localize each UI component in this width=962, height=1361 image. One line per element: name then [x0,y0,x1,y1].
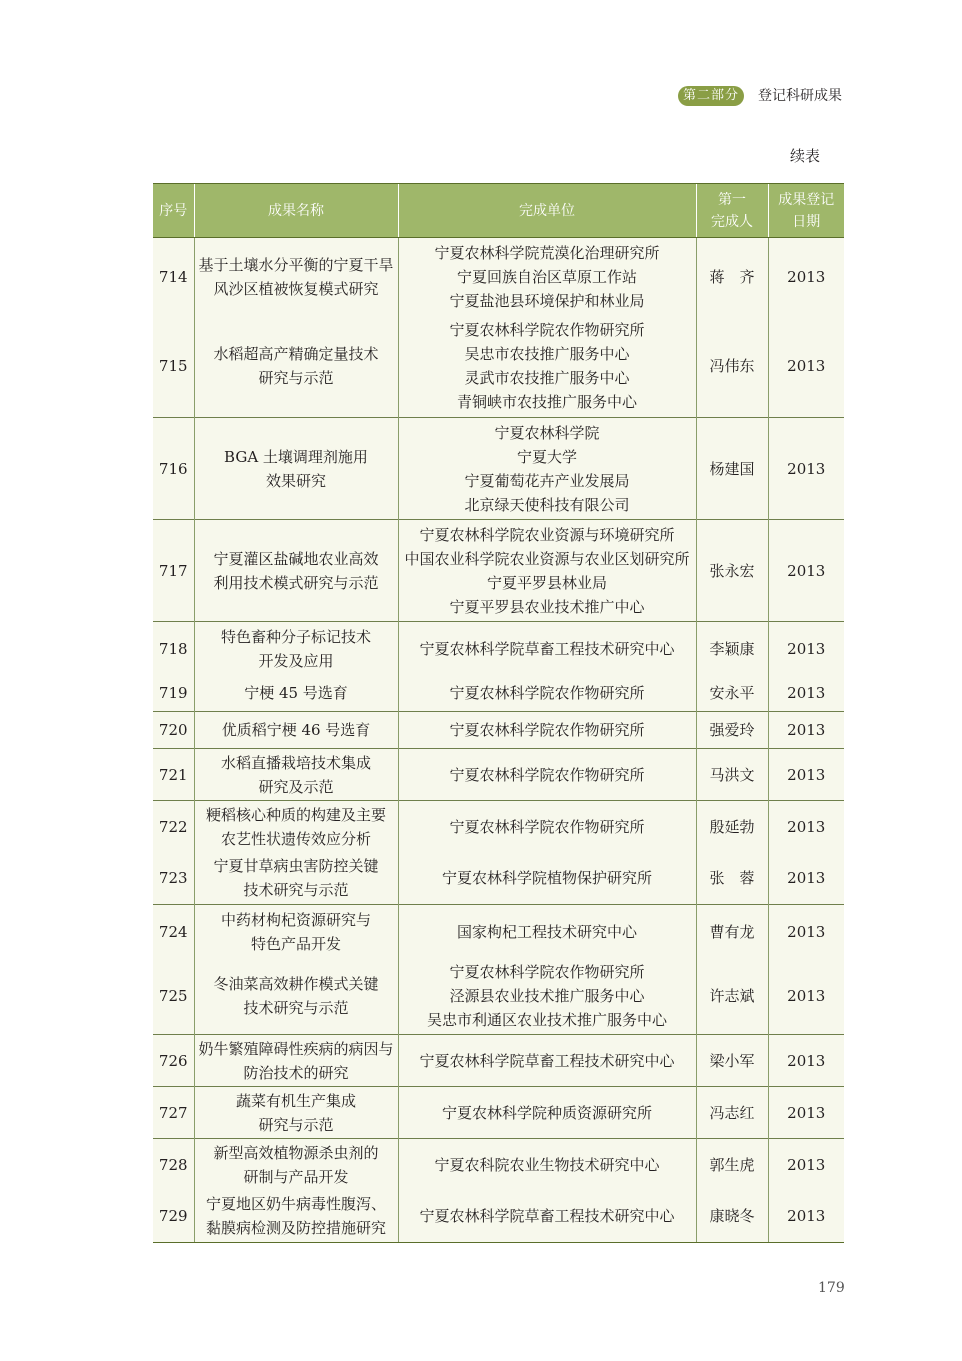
cell-units-line: 宁夏葡萄花卉产业发展局 [464,471,630,490]
cell-name [194,959,398,1035]
cell-units-line: 宁夏农林科学院种质资源研究所 [441,1103,652,1122]
cell-units [398,1087,696,1139]
cell-no: 718 [153,622,194,676]
cell-no: 717 [153,520,194,622]
cell-date: 2013 [768,853,844,905]
table-row [153,712,844,749]
cell-name-line: 风沙区植被恢复模式研究 [213,279,379,298]
results-table [153,183,844,1243]
cell-units [398,749,696,801]
table-row [153,622,844,676]
cell-units-line: 宁夏大学 [516,447,577,466]
cell-no: 714 [153,238,194,316]
cell-name [194,1035,398,1087]
cell-name-line: 农艺性状遗传效应分析 [220,829,371,848]
table-row [153,676,844,712]
cell-name-line: 宁梗 45 号选育 [244,684,348,703]
table-row [153,1139,844,1191]
cell-no: 725 [153,959,194,1035]
header-units: 完成单位 [398,184,696,238]
cell-units-line: 吴忠市农技推广服务中心 [464,345,630,364]
cell-units-line: 宁夏农林科学院农业资源与环境研究所 [419,525,675,544]
cell-no: 724 [153,905,194,959]
cell-name-line: 奶牛繁殖障碍性疾病的病因与 [198,1039,394,1058]
cell-date: 2013 [768,905,844,959]
cell-units-line: 宁夏农林科学院农作物研究所 [449,765,645,784]
header-no: 序号 [153,184,194,238]
cell-name [194,749,398,801]
cell-date: 2013 [768,1191,844,1243]
cell-units-line: 宁夏回族自治区草原工作站 [456,267,637,286]
cell-name-line: 效果研究 [265,471,326,490]
cell-units [398,905,696,959]
cell-name [194,801,398,853]
cell-person: 强爱玲 [696,712,768,749]
section-title: 登记科研成果 [758,88,842,104]
cell-person: 殷延勃 [696,801,768,853]
table-row [153,238,844,316]
cell-name-line: 粳稻核心种质的构建及主要 [205,805,386,824]
cell-date: 2013 [768,676,844,712]
cell-name [194,853,398,905]
cell-units [398,959,696,1035]
cell-units [398,520,696,622]
page-number: 179 [818,1280,845,1296]
cell-units-line: 宁夏平罗县农业技术推广中心 [449,597,645,616]
cell-name-line: 技术研究与示范 [243,999,349,1018]
cell-date: 2013 [768,316,844,418]
cell-units-line: 宁夏农林科学院草畜工程技术研究中心 [419,639,675,658]
cell-name [194,1087,398,1139]
section-badge: 第二部分 [678,86,744,106]
cell-no: 719 [153,676,194,712]
cell-name-line: 宁夏甘草病虫害防控关键 [213,857,379,876]
cell-units [398,316,696,418]
cell-date: 2013 [768,749,844,801]
cell-date: 2013 [768,238,844,316]
cell-name-line: 宁夏地区奶牛病毒性腹泻、 [205,1195,386,1214]
cell-no: 726 [153,1035,194,1087]
cell-name-line: 技术研究与示范 [243,881,349,900]
cell-name-line: 新型高效植物源杀虫剂的 [213,1143,379,1162]
cell-name-line: 水稻超高产精确定量技术 [213,345,379,364]
table-row [153,749,844,801]
cell-units-line: 青铜峡市农技推广服务中心 [456,393,637,412]
cell-person: 安永平 [696,676,768,712]
cell-person: 蒋 齐 [696,238,768,316]
cell-date: 2013 [768,1035,844,1087]
cell-no: 728 [153,1139,194,1191]
table-header-row [153,184,844,238]
cell-units [398,1139,696,1191]
cell-date: 2013 [768,520,844,622]
cell-name-line: 研制与产品开发 [243,1167,349,1186]
cell-date: 2013 [768,959,844,1035]
cell-name-line: 宁夏灌区盐碱地农业高效 [213,549,379,568]
cell-date: 2013 [768,622,844,676]
cell-units-line: 宁夏农科院农业生物技术研究中心 [434,1155,660,1174]
cell-name-line: 基于土壤水分平衡的宁夏干旱 [198,255,394,274]
cell-name-line: 水稻直播栽培技术集成 [220,753,371,772]
cell-units-line: 宁夏农林科学院农作物研究所 [449,321,645,340]
cell-person: 张永宏 [696,520,768,622]
table-row [153,520,844,622]
table-row [153,1035,844,1087]
cell-no: 716 [153,418,194,520]
cell-units [398,712,696,749]
cell-person: 张 蓉 [696,853,768,905]
table-row [153,905,844,959]
continued-label: 续表 [790,147,821,165]
cell-units-line: 宁夏农林科学院草畜工程技术研究中心 [419,1207,675,1226]
cell-name [194,238,398,316]
table-row [153,801,844,853]
cell-units-line: 中国农业科学院农业资源与农业区划研究所 [404,549,690,568]
cell-name [194,676,398,712]
table-row [153,853,844,905]
cell-units [398,418,696,520]
cell-name-line: 研究与示范 [258,369,334,388]
cell-no: 723 [153,853,194,905]
page-header [672,84,872,108]
cell-person: 郭生虎 [696,1139,768,1191]
cell-name-line: 中药材枸杞资源研究与 [220,910,371,929]
cell-units [398,622,696,676]
cell-name [194,712,398,749]
header-name [194,184,398,238]
cell-name [194,418,398,520]
cell-name-line: 开发及应用 [258,651,334,670]
cell-no: 729 [153,1191,194,1243]
cell-name [194,1191,398,1243]
cell-date: 2013 [768,1139,844,1191]
table-row [153,1191,844,1243]
header-person-line: 完成人 [711,213,753,230]
cell-name-line: 利用技术模式研究与示范 [213,573,379,592]
cell-units-line: 宁夏农林科学院农作物研究所 [449,963,645,982]
cell-name [194,316,398,418]
cell-name-line: 冬油菜高效耕作模式关键 [213,975,379,994]
cell-no: 715 [153,316,194,418]
header-name-line: 成果名称 [268,202,324,219]
header-person-line: 第一 [718,191,746,208]
cell-units [398,801,696,853]
cell-no: 721 [153,749,194,801]
cell-person: 许志斌 [696,959,768,1035]
cell-name-line: BGA 土壤调理剂施用 [224,447,368,466]
table-row [153,418,844,520]
cell-units-line: 国家枸杞工程技术研究中心 [456,922,637,941]
header-date [768,184,844,238]
cell-units-line: 北京绿天使科技有限公司 [464,495,630,514]
table-row [153,959,844,1035]
cell-units-line: 灵武市农技推广服务中心 [464,369,630,388]
cell-name-line: 优质稻宁梗 46 号选育 [221,721,371,739]
cell-units [398,853,696,905]
cell-person: 杨建国 [696,418,768,520]
cell-name-line: 蔬菜有机生产集成 [235,1091,356,1110]
cell-person: 康晓冬 [696,1191,768,1243]
cell-name-line: 防治技术的研究 [243,1063,349,1082]
cell-person: 曹有龙 [696,905,768,959]
cell-units-line: 宁夏农林科学院荒漠化治理研究所 [434,243,660,262]
cell-name [194,622,398,676]
table-body [153,238,844,1243]
cell-no: 727 [153,1087,194,1139]
table-row [153,316,844,418]
cell-units-line: 宁夏平罗县林业局 [486,573,607,592]
cell-date: 2013 [768,712,844,749]
cell-person: 梁小军 [696,1035,768,1087]
cell-person: 冯志红 [696,1087,768,1139]
cell-date: 2013 [768,1087,844,1139]
cell-person: 马洪文 [696,749,768,801]
table-row [153,1087,844,1139]
cell-units [398,1035,696,1087]
cell-units-line: 吴忠市利通区农业技术推广服务中心 [426,1011,667,1030]
cell-units-line: 宁夏农林科学院草畜工程技术研究中心 [419,1051,675,1070]
cell-units-line: 泾源县农业技术推广服务中心 [449,987,645,1006]
cell-units-line: 宁夏农林科学院农作物研究所 [449,817,645,836]
cell-no: 722 [153,801,194,853]
header-person [696,184,768,238]
cell-units-line: 宁夏农林科学院 [494,423,600,442]
cell-person: 冯伟东 [696,316,768,418]
cell-name-line: 特色畜种分子标记技术 [220,627,371,646]
cell-person: 李颖康 [696,622,768,676]
cell-units [398,1191,696,1243]
cell-units-line: 宁夏盐池县环境保护和林业局 [449,291,645,310]
cell-name-line: 黏膜病检测及防控措施研究 [205,1219,386,1238]
cell-units [398,676,696,712]
cell-date: 2013 [768,801,844,853]
cell-units-line: 宁夏农林科学院植物保护研究所 [441,869,652,888]
cell-units-line: 宁夏农林科学院农作物研究所 [449,721,645,739]
header-date-line: 成果登记 [778,191,835,208]
cell-date: 2013 [768,418,844,520]
header-date-line: 日期 [792,213,821,230]
cell-name-line: 研究与示范 [258,1115,334,1134]
cell-units [398,238,696,316]
cell-name-line: 特色产品开发 [250,934,341,953]
cell-name [194,520,398,622]
cell-name-line: 研究及示范 [258,777,334,796]
cell-name [194,905,398,959]
cell-no: 720 [153,712,194,749]
cell-name [194,1139,398,1191]
cell-units-line: 宁夏农林科学院农作物研究所 [449,684,645,703]
